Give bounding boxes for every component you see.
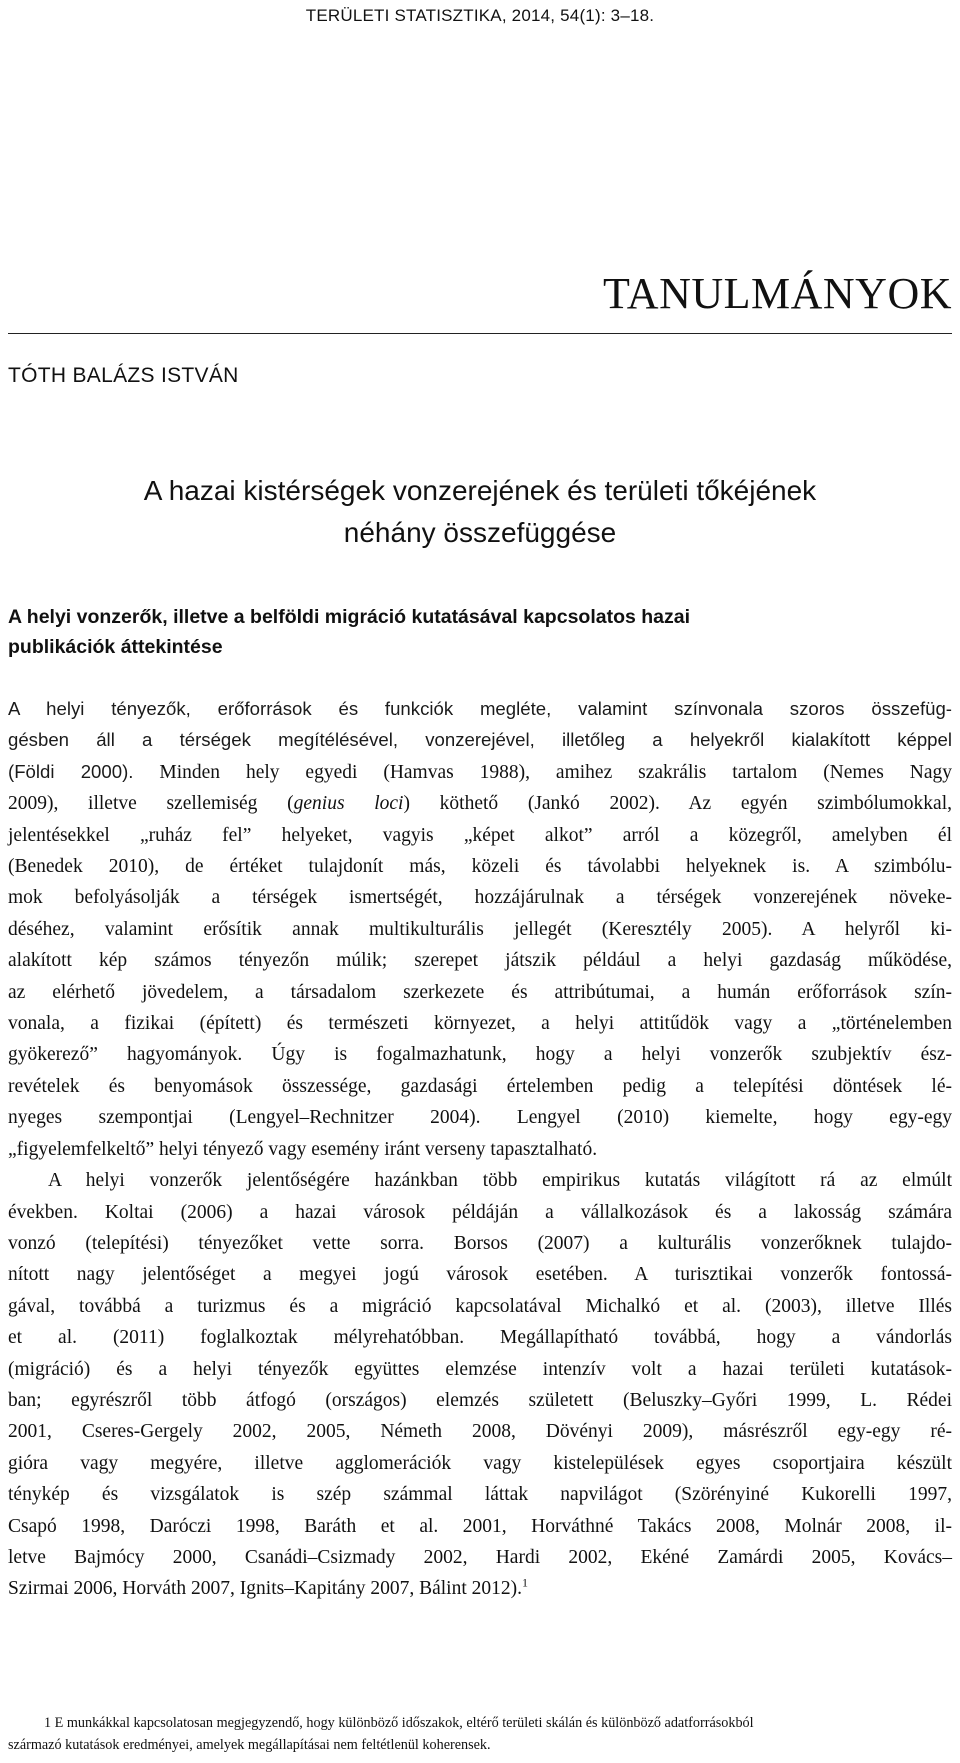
paragraph-line: gával, továbbá a turizmus és a migráció kapcsolatával Michalkó et al. (2003), illetve Illés	[8, 1295, 952, 1317]
author-name: TÓTH BALÁZS ISTVÁN	[8, 364, 239, 387]
article-body	[8, 693, 952, 1605]
paragraph-line	[8, 1573, 952, 1604]
subsection-heading	[8, 602, 952, 662]
paragraph-line: revételek és benyomások összessége, gazdasági értelemben pedig a telepítési döntések lé-	[8, 1075, 952, 1097]
paragraph-line	[8, 756, 952, 788]
citation-text: (Földi 2000).	[8, 760, 134, 782]
paragraph-line: az elérhető jövedelem, a társadalom szerkezete és attribútumai, a humán erőforrások szín-	[8, 981, 952, 1003]
paragraph-line: (migráció) és a helyi tényezők együttes elemzése intenzív volt a hazai területi kutatások-	[8, 1358, 952, 1380]
paragraph-line: nyeges szempontjai (Lengyel–Rechnitzer 2004). Lengyel (2010) kiemelte, hogy egy-egy	[8, 1107, 952, 1129]
paragraph-line: déséhez, valamint erősítik annak multikulturális jellegét (Keresztély 2005). A helyről ki-	[8, 918, 952, 940]
paragraph-line: ban; egyrészről több átfogó (országos) elemzés született (Beluszky–Győri 1999, L. Rédei	[8, 1389, 952, 1411]
italic-term: genius loci	[293, 793, 404, 815]
paragraph-text: Szirmai 2006, Horváth 2007, Ignits–Kapitány 2007, Bálint 2012).	[8, 1578, 522, 1600]
journal-page	[8, 0, 952, 1763]
footnote-reference[interactable]: 1	[521, 1575, 528, 1590]
paragraph-text: ) köthető (Jankó 2002). Az egyén szimbólumokkal,	[403, 793, 952, 815]
article-title-line: néhány összefüggése	[343, 517, 617, 548]
paragraph-line: vonala, a fizikai (épített) és természeti környezet, a helyi attitűdök vagy a „történelemben	[8, 1013, 952, 1035]
paragraph-line: ténykép és vizsgálatok is szép számmal láttak napvilágot (Szörényiné Kukorelli 1997,	[8, 1484, 952, 1506]
section-rule	[8, 333, 952, 334]
article-title-line: A hazai kistérségek vonzerejének és területi tőkéjének	[143, 475, 817, 506]
paragraph-line: A helyi tényezők, erőforrások és funkciók megléte, valamint színvonala szoros összefüg-	[8, 698, 952, 719]
paragraph-line: Csapó 1998, Daróczi 1998, Baráth et al. 2001, Horváthné Takács 2008, Molnár 2008, il-	[8, 1515, 952, 1537]
footnote	[8, 1712, 952, 1756]
paragraph-line: években. Koltai (2006) a hazai városok példáján a vállalkozások és a lakosság számára	[8, 1201, 952, 1223]
footnote-line: 1 E munkákkal kapcsolatosan megjegyzendő, hogy különböző időszakok, eltérő területi skálán és különböző adatforrásokból	[44, 1715, 754, 1731]
subsection-heading-line: A helyi vonzerők, illetve a belföldi migráció kutatásával kapcsolatos hazai	[8, 606, 691, 628]
paragraph-line: 2001, Cseres-Gergely 2002, 2005, Németh 2008, Dövényi 2009), másrészről egy-egy ré-	[8, 1421, 952, 1443]
paragraph-line: gésben áll a térségek megítélésével, vonzerejével, illetőleg a helyekről kialakított képpel	[8, 729, 952, 751]
paragraph-line: A helyi vonzerők jelentőségére hazánkban több empirikus kutatás világított rá az elmúlt	[48, 1170, 952, 1192]
paragraph-line: et al. (2011) foglalkoztak mélyrehatóbban. Megállapítható továbbá, hogy a vándorlás	[8, 1327, 952, 1349]
paragraph-text: Minden hely egyedi (Hamvas 1988), amihez szakrális tartalom (Nemes Nagy	[133, 761, 952, 783]
paragraph-line: (Benedek 2010), de értéket tulajdonít más, közeli és távolabbi helyeknek is. A szimbólu-	[8, 856, 952, 878]
paragraph-line: nított nagy jelentőséget a megyei jogú városok esetében. A turisztikai vonzerők fontossá-	[8, 1264, 952, 1286]
paragraph-line: jelentésekkel „ruház fel” helyeket, vagyis „képet alkot” arról a közegről, amelyben él	[8, 824, 952, 846]
paragraph-line: alakított kép számos tényezőn múlik; szerepet játszik például a helyi gazdaság működése,	[8, 950, 952, 972]
running-head: TERÜLETI STATISZTIKA, 2014, 54(1): 3–18.	[305, 6, 655, 25]
paragraph-line: gyökerező” hagyományok. Úgy is fogalmazhatunk, hogy a helyi vonzerők szubjektív ész-	[8, 1044, 952, 1066]
paragraph-line: mok befolyásolják a térségek ismertségét, hozzájárulnak a térségek vonzerejének növeke-	[8, 887, 952, 909]
paragraph-text: 2009), illetve szellemiség (	[8, 793, 294, 815]
section-heading: TANULMÁNYOK	[602, 269, 952, 318]
footnote-line: származó kutatások eredményei, amelyek megállapításai nem feltétlenül koherensek.	[8, 1737, 491, 1753]
article-title	[8, 470, 952, 554]
subsection-heading-line: publikációk áttekintése	[8, 636, 223, 658]
paragraph-line: „figyelemfelkeltő” helyi tényező vagy esemény iránt verseny tapasztalható.	[8, 1138, 598, 1160]
paragraph-line: letve Bajmócy 2000, Csanádi–Csizmady 2002, Hardi 2002, Ekéné Zamárdi 2005, Kovács–	[8, 1546, 952, 1568]
paragraph-line: vonzó (telepítési) tényezőket vette sorra. Borsos (2007) a kulturális vonzerőknek tulajdo-	[8, 1232, 952, 1254]
paragraph-line: gióra vagy megyére, illetve agglomerációk vagy kistelepülések egyes csoportjaira készült	[8, 1452, 952, 1474]
paragraph-line	[8, 788, 952, 819]
